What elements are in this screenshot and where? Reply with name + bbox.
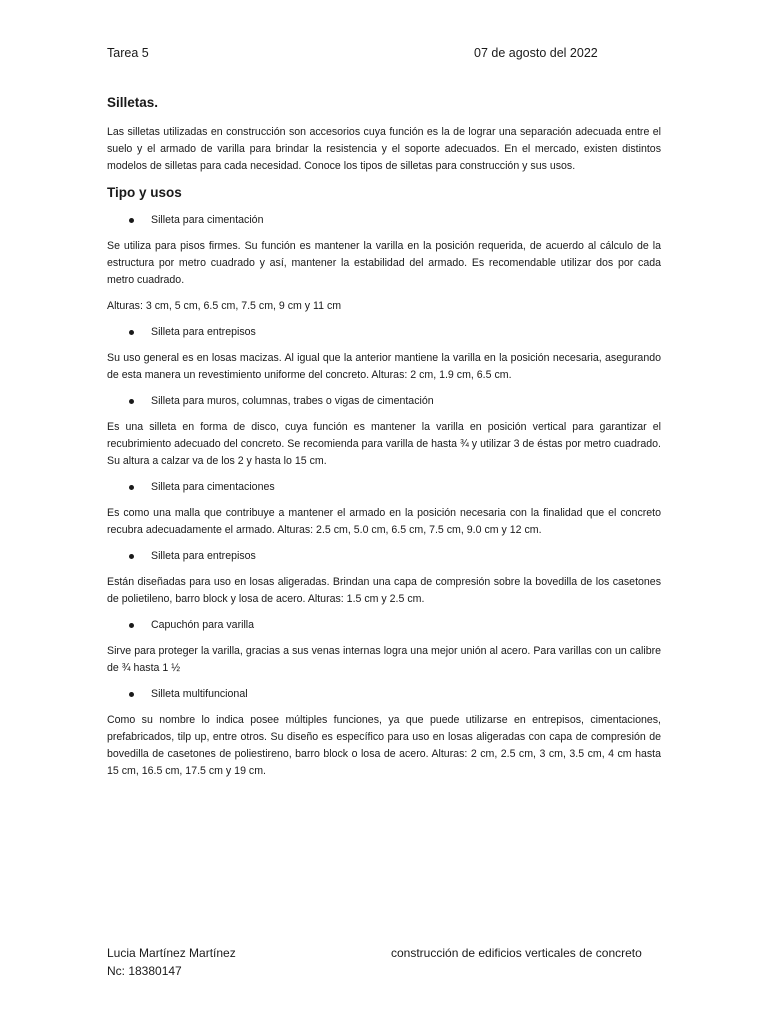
- item-paragraph: Es como una malla que contribuye a mantener el armado en la posición necesaria con la finalidad que el concreto recubra adecuadamente el armado. Alturas: 2.5 cm, 5.0 cm, 6.5 cm, 7.5 cm, 9.0 cm y 12 cm.: [107, 507, 661, 536]
- bullet-item: [107, 212, 661, 229]
- bullet-label: Silleta para cimentaciones: [151, 481, 275, 493]
- bullet-item: [107, 548, 661, 565]
- bullet-dot: [129, 485, 134, 490]
- bullet-dot: [129, 554, 134, 559]
- bullet-label: Silleta multifuncional: [151, 688, 248, 700]
- item-paragraph: Como su nombre lo indica posee múltiples funciones, ya que puede utilizarse en entrepisos, cimentaciones, prefabricados, tilp up, entre otros. Su diseño es específico para uso en losas aligeradas con capa de compresión de bovedilla de casetones de poliestireno, barro block o losa de acero. Alturas: 2 cm, 2.5 cm, 3 cm, 3.5 cm, 4 cm hasta 15 cm, 16.5 cm, 17.5 cm y 19 cm.: [107, 714, 661, 777]
- bullet-item: [107, 617, 661, 634]
- student-number: Nc: 18380147: [107, 964, 182, 978]
- section-title: Tipo y usos: [107, 185, 182, 200]
- intro-paragraph: Las silletas utilizadas en construcción son accesorios cuya función es la de lograr una separación adecuada entre el suelo y el armado de varilla para brindar la resistencia y el soporte adecuados. En el mercado, existen distintos modelos de silletas para cada necesidad. Conoce los tipos de silletas para construcción y sus usos.: [107, 126, 661, 172]
- bullet-item: [107, 324, 661, 341]
- assignment-label: Tarea 5: [107, 46, 149, 60]
- bullet-label: Silleta para entrepisos: [151, 326, 256, 338]
- course-name: construcción de edificios verticales de concreto: [391, 946, 642, 960]
- item-paragraph: Se utiliza para pisos firmes. Su función es mantener la varilla en la posición requerida, de acuerdo al cálculo de la estructura por metro cuadrado y así, mantener la estabilidad del armado. Es recomendable utilizar dos por cada metro cuadrado.: [107, 240, 661, 286]
- bullet-dot: [129, 623, 134, 628]
- bullet-label: Silleta para muros, columnas, trabes o vigas de cimentación: [151, 395, 434, 407]
- item-paragraph: Sirve para proteger la varilla, gracias a sus venas internas logra una mejor unión al acero. Para varillas con un calibre de ¾ hasta 1 ½: [107, 645, 661, 674]
- item-heights: Alturas: 3 cm, 5 cm, 6.5 cm, 7.5 cm, 9 cm y 11 cm: [107, 300, 342, 312]
- item-paragraph: Su uso general es en losas macizas. Al igual que la anterior mantiene la varilla en la posición necesaria, asegurando de esta manera un revestimiento uniforme del concreto. Alturas: 2 cm, 1.9 cm, 6.5 cm.: [107, 352, 661, 381]
- item-paragraph: Es una silleta en forma de disco, cuya función es mantener la varilla en posición vertical para garantizar el recubrimiento adecuado del concreto. Se recomienda para varilla de hasta ¾ y utilizar 3 de éstas por metro cuadrado. Su altura a calzar va de los 2 y hasta lo 15 cm.: [107, 421, 661, 467]
- document-body: [107, 94, 661, 789]
- bullet-dot: [129, 330, 134, 335]
- bullet-dot: [129, 399, 134, 404]
- bullet-dot: [129, 218, 134, 223]
- item-paragraph: Están diseñadas para uso en losas aligeradas. Brindan una capa de compresión sobre la bovedilla de los casetones de polietileno, barro block y losa de acero. Alturas: 1.5 cm y 2.5 cm.: [107, 576, 661, 605]
- bullet-label: Silleta para entrepisos: [151, 550, 256, 562]
- bullet-label: Silleta para cimentación: [151, 214, 264, 226]
- bullet-label: Capuchón para varilla: [151, 619, 255, 631]
- bullet-item: [107, 686, 661, 703]
- author-name: Lucia Martínez Martínez: [107, 946, 236, 960]
- author-block: [107, 944, 236, 980]
- document-title: Silletas.: [107, 95, 159, 110]
- bullet-item: [107, 393, 661, 410]
- date-label: 07 de agosto del 2022: [474, 46, 598, 60]
- bullet-item: [107, 479, 661, 496]
- bullet-dot: [129, 692, 134, 697]
